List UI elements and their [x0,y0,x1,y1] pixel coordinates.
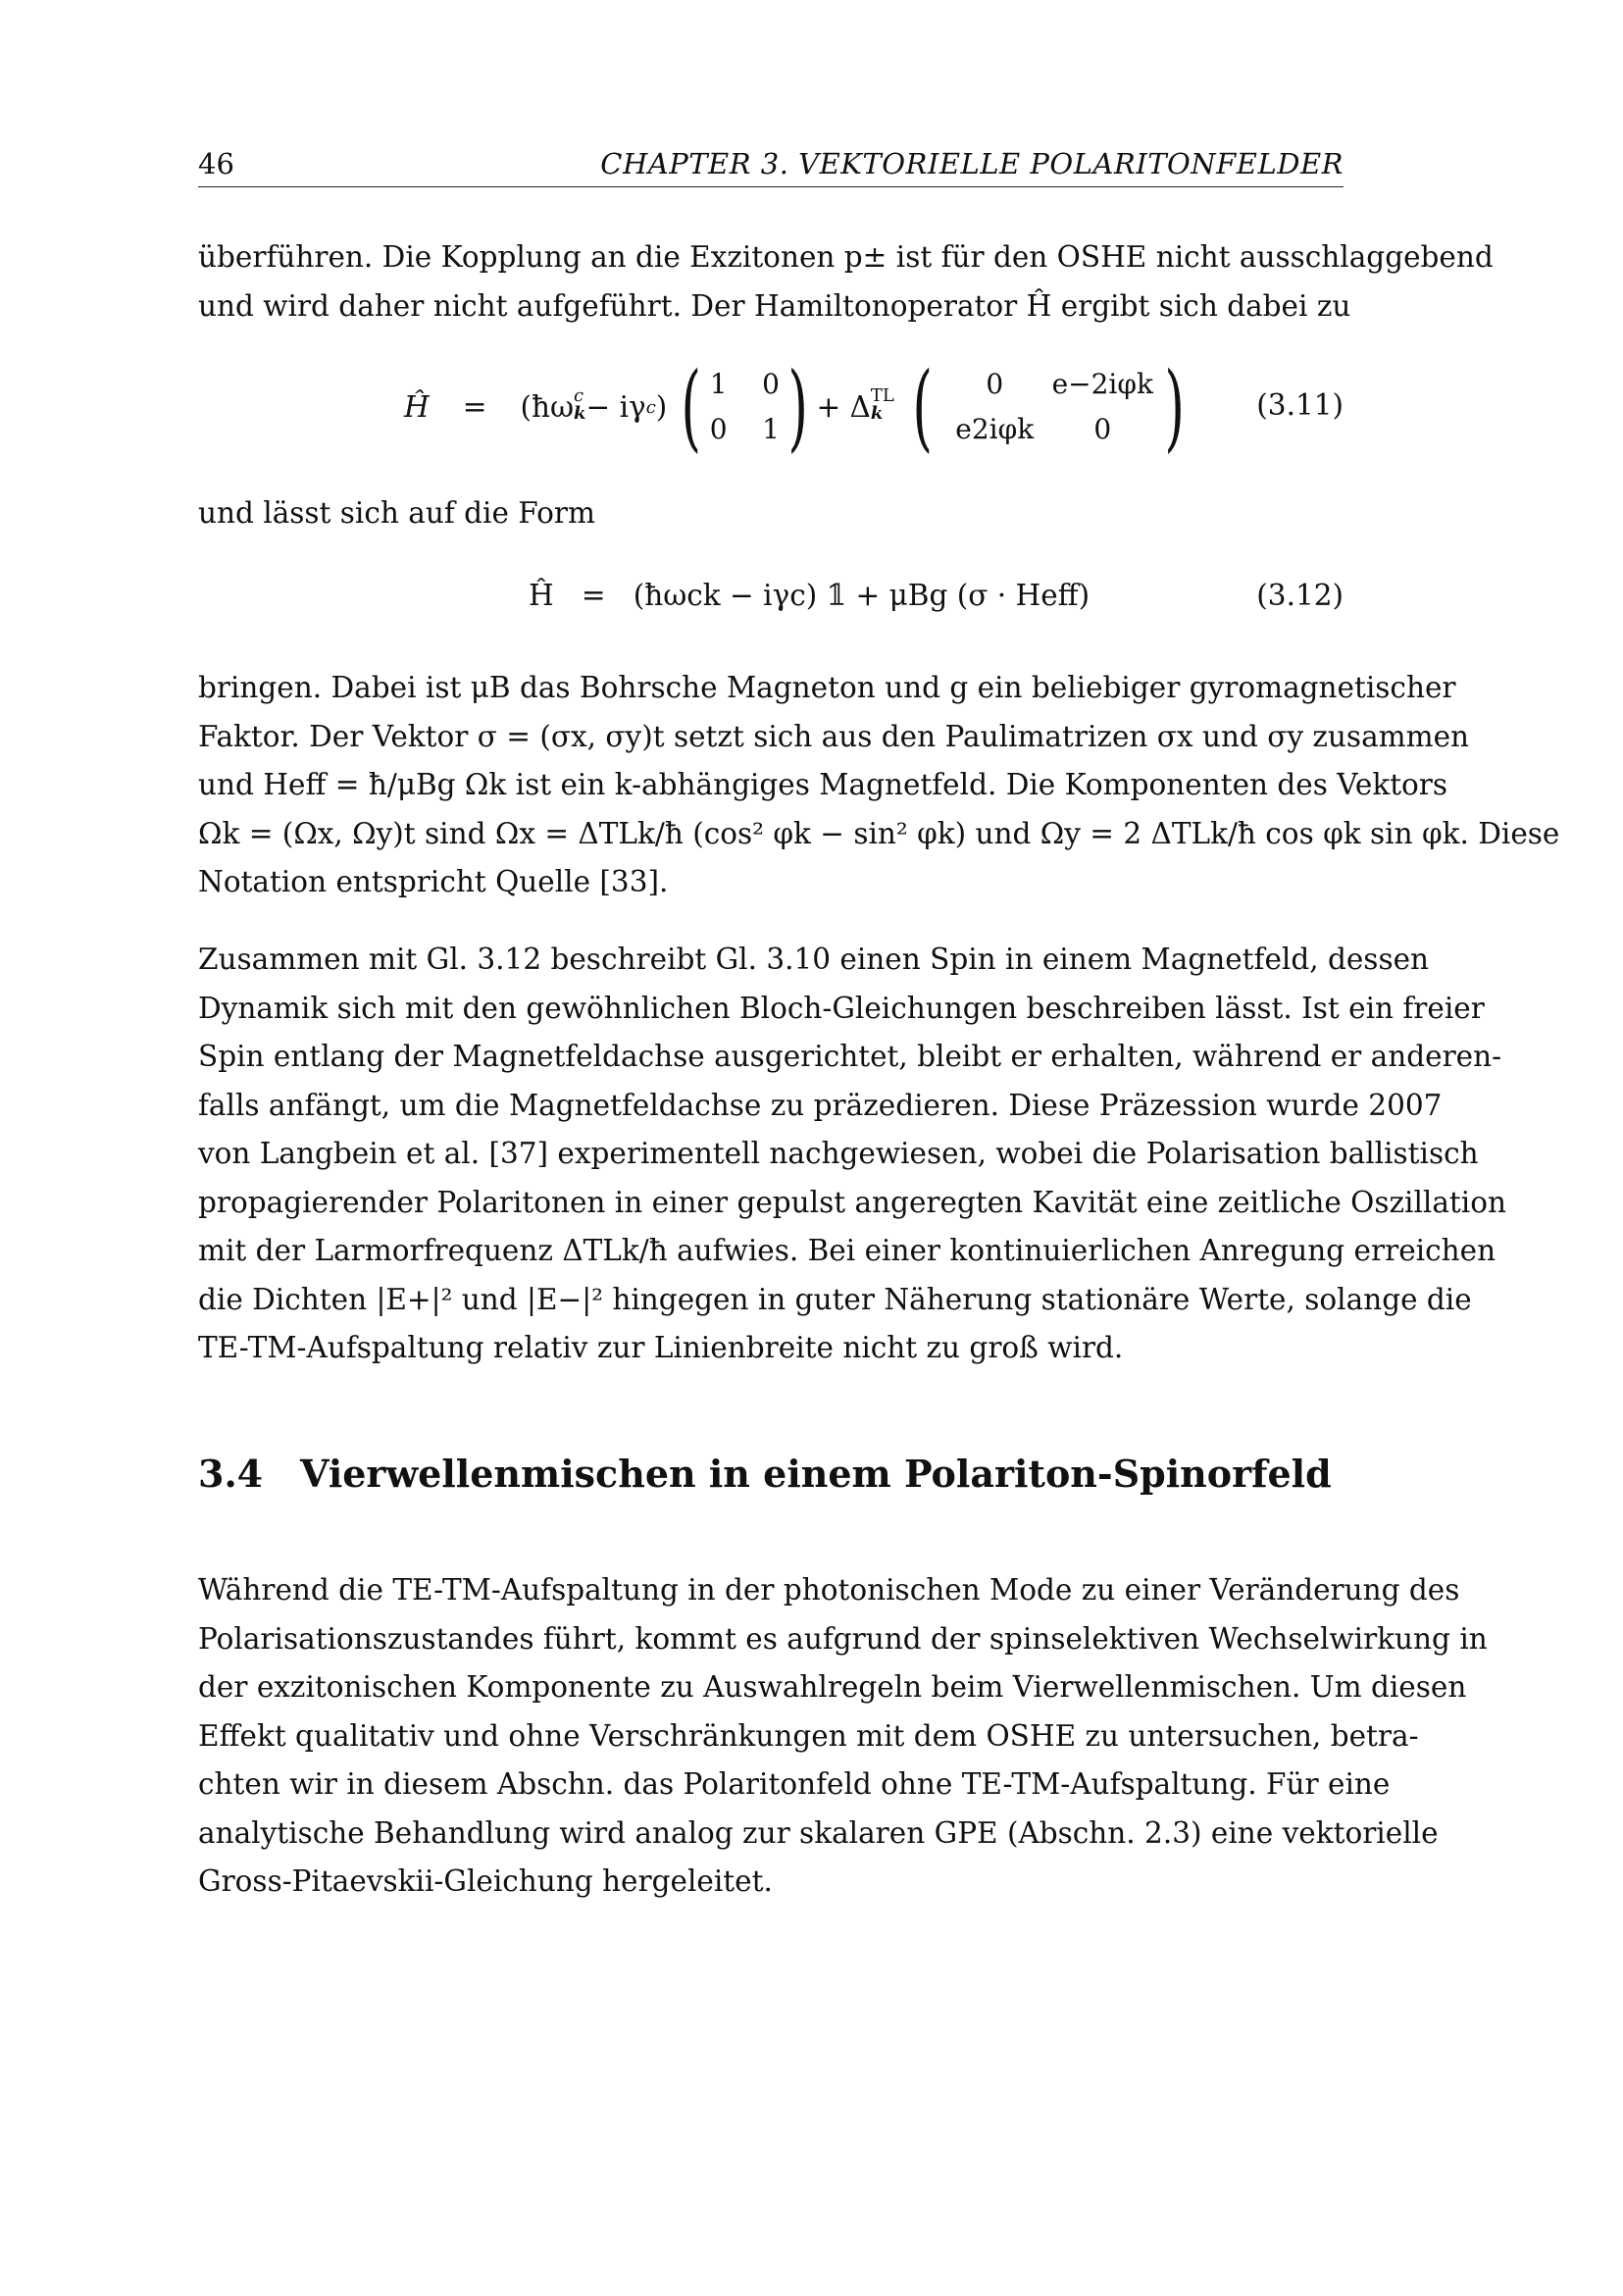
eq-term: (ħω [520,390,575,424]
equation-3-11 [198,353,1344,461]
text-line: bringen. Dabei ist μB das Bohrsche Magneton und g ein beliebiger gyromagnetischer [198,671,1456,704]
eq-lhs: Ĥ [404,390,430,424]
paragraph-2 [198,489,1344,538]
text-line: Notation entspricht Quelle [33]. [198,865,669,898]
right-paren: ) [787,352,809,462]
eq-sub: k [870,403,884,424]
paragraph-1 [198,233,1494,331]
text-line: der exzitonischen Komponente zu Auswahlregeln beim Vierwellenmischen. Um diesen [198,1670,1467,1704]
text-line: propagierender Polaritonen in einer gepulst angeregten Kavität eine zeitliche Oszillation [198,1185,1506,1219]
text-line: Ωk = (Ωx, Ωy)t sind Ωx = ΔTLk/ħ (cos² φk − sin² φk) und Ωy = 2 ΔTLk/ħ cos φk sin φk. Diese [198,816,1560,850]
chapter-title: CHAPTER 3. VEKTORIELLE POLARITONFELDER [600,147,1344,180]
page-header [198,147,1344,187]
eq-sup: TL [870,385,894,406]
text-line: Polarisationszustandes führt, kommt es aufgrund der spinselektiven Wechselwirkung in [198,1621,1488,1656]
matrix-cell: 0 [986,368,1004,400]
text-line: Während die TE-TM-Aufspaltung in der photonischen Mode zu einer Veränderung des [198,1573,1460,1607]
matrix-cell: 0 [1093,413,1112,445]
eq-term: + Δ [816,390,871,424]
text-line: analytische Behandlung wird analog zur skalaren GPE (Abschn. 2.3) eine vektorielle [198,1815,1439,1850]
text-line: und Heff = ħ/μBg Ωk ist ein k-abhängiges Magnetfeld. Die Komponenten des Vektors [198,768,1448,801]
section-heading [198,1452,1332,1496]
text-line: Spin entlang der Magnetfeldachse ausgerichtet, bleibt er erhalten, während er anderen- [198,1040,1502,1073]
text-line: und lässt sich auf die Form [198,496,595,530]
text-line: chten wir in diesem Abschn. das Polaritonfeld ohne TE-TM-Aufspaltung. Für eine [198,1767,1391,1801]
eq-term: − iγ [585,390,646,424]
paragraph-4 [198,936,1506,1373]
identity-matrix [710,362,780,452]
left-paren: ( [912,352,933,462]
matrix-cell: e−2iφk [1051,368,1153,400]
text-line: Faktor. Der Vektor σ = (σx, σy)t setzt sich aus den Paulimatrizen σx und σy zusammen [198,719,1470,753]
equation-body: Ĥ = (ħωck − iγc) 𝟙 + μBg (σ · Heff) [529,579,1090,612]
text-line: Gross-Pitaevskii-Gleichung hergeleitet. [198,1864,773,1898]
page-number: 46 [198,147,234,180]
paragraph-5 [198,1566,1488,1907]
text-line: TE-TM-Aufspaltung relativ zur Linienbreite nicht zu groß wird. [198,1331,1124,1364]
eq-sub: k [574,403,586,424]
eq-term: ) [655,390,668,424]
text-line: Zusammen mit Gl. 3.12 beschreibt Gl. 3.10 einen Spin in einem Magnetfeld, dessen [198,943,1430,976]
rotation-matrix [940,362,1156,452]
right-paren: ) [1164,352,1186,462]
text-line: und wird daher nicht aufgeführt. Der Hamiltonoperator Ĥ ergibt sich dabei zu [198,288,1351,323]
text-line: Dynamik sich mit den gewöhnlichen Bloch-Gleichungen beschreiben lässt. Ist ein freier [198,991,1485,1025]
matrix-cell: e2iφk [955,413,1035,445]
text-line: von Langbein et al. [37] experimentell nachgewiesen, wobei die Polarisation ballistisch [198,1137,1479,1170]
text-line: Effekt qualitativ und ohne Verschränkungen mit dem OSHE zu untersuchen, betra- [198,1718,1419,1753]
text-line: die Dichten |E+|² und |E−|² hingegen in guter Näherung stationäre Werte, solange die [198,1282,1472,1316]
eq-sup: c [574,385,584,406]
section-number: 3.4 [198,1452,264,1496]
equation-3-12 [198,579,1344,628]
matrix-row: 1 0 [709,368,780,400]
equation-number: (3.12) [1256,579,1344,612]
text-line: falls anfängt, um die Magnetfeldachse zu präzedieren. Diese Präzession wurde 2007 [198,1088,1443,1122]
eq-sign: = [462,390,487,424]
paragraph-3 [198,664,1560,907]
left-paren: ( [681,352,702,462]
eq-sub: c [645,396,656,418]
section-title: Vierwellenmischen in einem Polariton-Spinorfeld [300,1452,1332,1496]
equation-number: (3.11) [1256,388,1344,422]
text-line: mit der Larmorfrequenz ΔTLk/ħ aufwies. Bei einer kontinuierlichen Anregung erreichen [198,1234,1496,1267]
matrix-row: 0 1 [709,413,780,445]
text-line: überführen. Die Kopplung an die Exzitonen p± ist für den OSHE nicht ausschlaggebend [198,240,1494,274]
